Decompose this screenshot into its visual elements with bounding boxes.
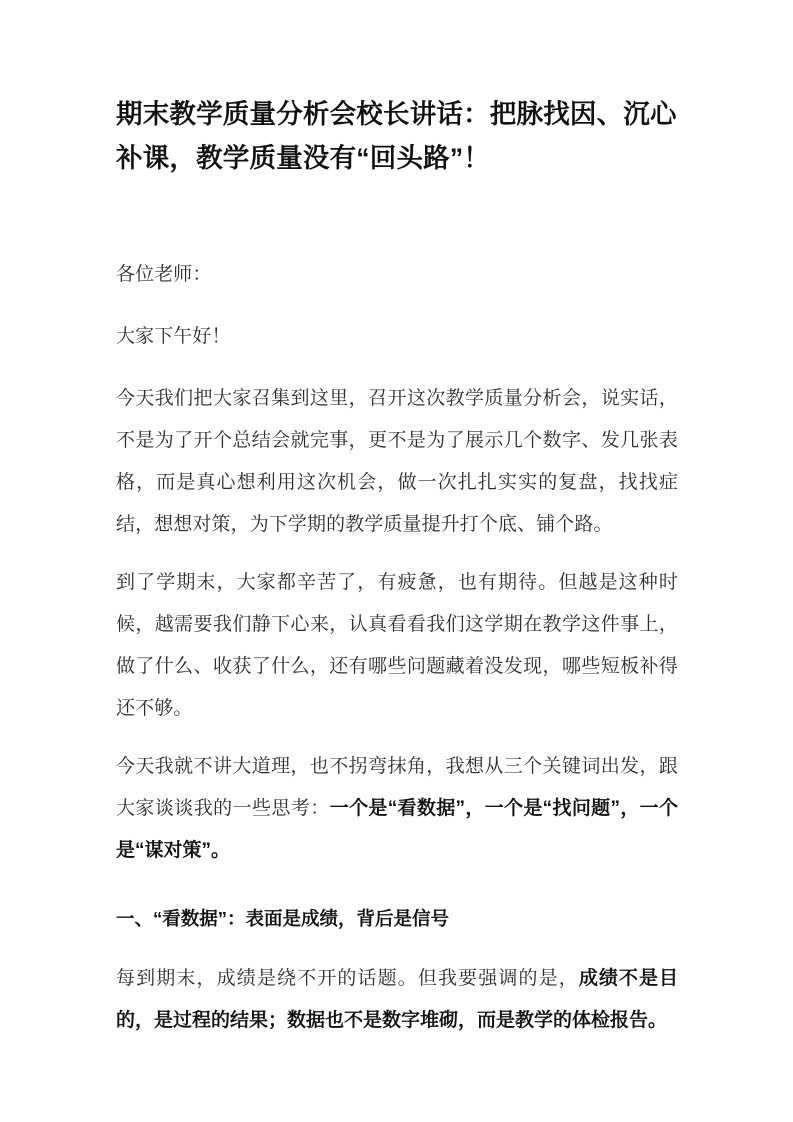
section-heading-look-at-data: 一、“看数据”：表面是成绩，背后是信号 — [116, 908, 450, 929]
paragraph-scores-signal-normal: 每到期末，成绩是绕不开的话题。但我要强调的是， — [116, 968, 579, 989]
salutation-line: 各位老师： — [116, 264, 212, 285]
paragraph-scores-signal — [116, 958, 678, 1042]
title-spacer — [116, 180, 678, 254]
greeting-line: 大家下午好！ — [116, 326, 231, 347]
paragraph-three-keywords — [116, 746, 678, 872]
paragraph-scores-signal-emphasis: 成绩不是目的，是过程的结果；数据也不是数字堆砌，而是教学的体检报告。 — [116, 968, 678, 1031]
paragraph-three-keywords-emphasis: 一个是“看数据”，一个是“找问题”，一个是“谋对策”。 — [116, 798, 678, 861]
document-content — [116, 92, 678, 1042]
paragraph-intro-purpose: 今天我们把大家召集到这里，召开这次教学质量分析会，说实话，不是为了开个总结会就完事，更不是为了展示几个数字、发几张表格，而是真心想利用这次机会，做一次扎扎实实的复盘，找找症结，想想对策，为下学期的教学质量提升打个底、铺个路。 — [116, 388, 678, 535]
page-title: 期末教学质量分析会校长讲话：把脉找因、沉心补课，教学质量没有“回头路”！ — [116, 99, 677, 173]
paragraph-end-of-term-reflection: 到了学期末，大家都辛苦了，有疲惫，也有期待。但越是这种时候，越需要我们静下心来，认真看看我们这学期在教学这件事上，做了什么、收获了什么，还有哪些问题藏着没发现，哪些短板补得还不够。 — [116, 572, 678, 719]
paragraph-three-keywords-normal: 今天我就不讲大道理，也不拐弯抹角，我想从三个关键词出发，跟大家谈谈我的一些思考： — [116, 756, 678, 819]
